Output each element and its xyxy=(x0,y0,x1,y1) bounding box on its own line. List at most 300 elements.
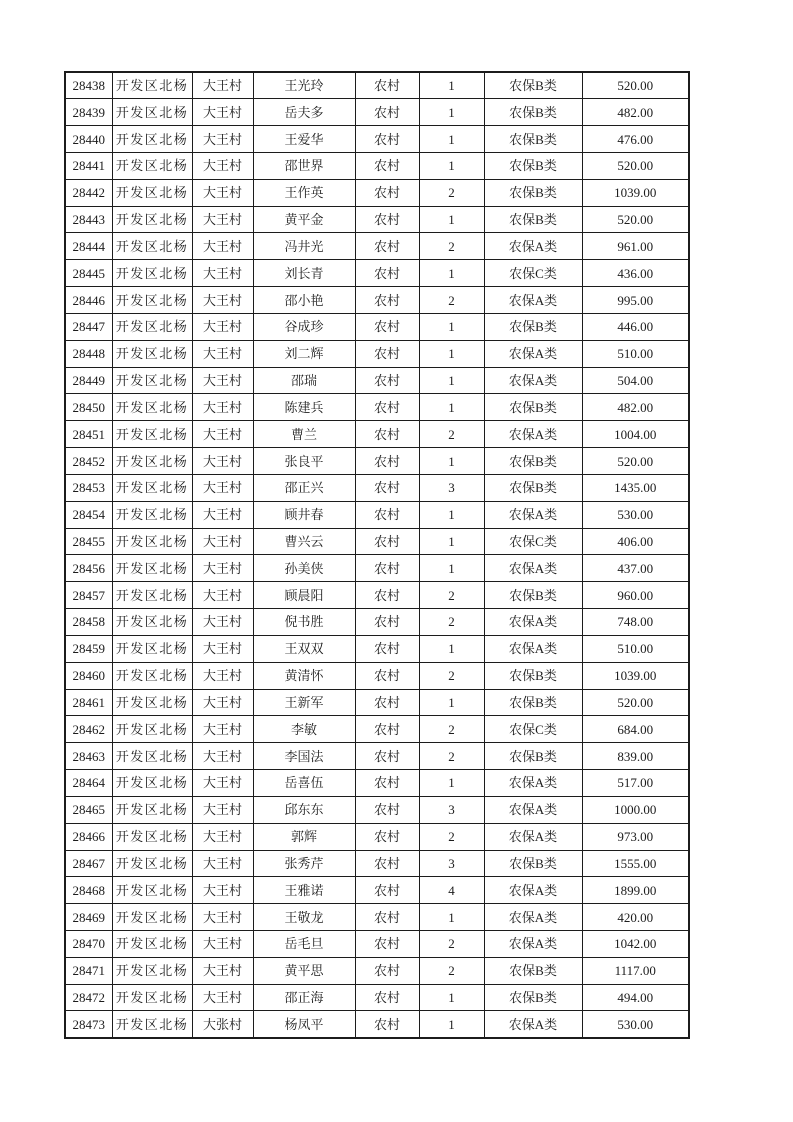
cell-amount: 520.00 xyxy=(582,206,689,233)
cell-record-id: 28441 xyxy=(65,152,112,179)
table-row xyxy=(65,582,689,609)
cell-village: 大王村 xyxy=(192,99,253,126)
cell-insurance-type: 农保A类 xyxy=(484,823,582,850)
cell-residence-type: 农村 xyxy=(355,689,419,716)
cell-person-name: 王敬龙 xyxy=(253,904,355,931)
cell-record-id: 28471 xyxy=(65,957,112,984)
cell-district: 开发区北杨 xyxy=(112,99,192,126)
cell-record-id: 28444 xyxy=(65,233,112,260)
table-row xyxy=(65,904,689,931)
cell-insurance-type: 农保A类 xyxy=(484,770,582,797)
table-row xyxy=(65,823,689,850)
cell-residence-type: 农村 xyxy=(355,957,419,984)
cell-amount: 1899.00 xyxy=(582,877,689,904)
cell-residence-type: 农村 xyxy=(355,260,419,287)
cell-insurance-type: 农保B类 xyxy=(484,448,582,475)
cell-person-count: 1 xyxy=(419,313,484,340)
cell-amount: 520.00 xyxy=(582,152,689,179)
cell-person-count: 1 xyxy=(419,904,484,931)
cell-residence-type: 农村 xyxy=(355,179,419,206)
cell-district: 开发区北杨 xyxy=(112,474,192,501)
table-row xyxy=(65,635,689,662)
cell-insurance-type: 农保B类 xyxy=(484,850,582,877)
cell-village: 大王村 xyxy=(192,743,253,770)
table-body xyxy=(65,72,689,1038)
table-row xyxy=(65,609,689,636)
cell-person-count: 3 xyxy=(419,796,484,823)
table-row xyxy=(65,555,689,582)
cell-person-name: 郭辉 xyxy=(253,823,355,850)
cell-village: 大王村 xyxy=(192,662,253,689)
cell-village: 大王村 xyxy=(192,72,253,99)
cell-record-id: 28446 xyxy=(65,287,112,314)
cell-record-id: 28449 xyxy=(65,367,112,394)
cell-residence-type: 农村 xyxy=(355,796,419,823)
cell-insurance-type: 农保C类 xyxy=(484,716,582,743)
cell-village: 大王村 xyxy=(192,716,253,743)
cell-record-id: 28472 xyxy=(65,984,112,1011)
cell-person-name: 谷成珍 xyxy=(253,313,355,340)
cell-village: 大王村 xyxy=(192,152,253,179)
cell-person-name: 顾晨阳 xyxy=(253,582,355,609)
cell-amount: 748.00 xyxy=(582,609,689,636)
cell-insurance-type: 农保B类 xyxy=(484,313,582,340)
cell-person-count: 1 xyxy=(419,448,484,475)
cell-district: 开发区北杨 xyxy=(112,770,192,797)
cell-person-name: 王爱华 xyxy=(253,126,355,153)
cell-person-count: 2 xyxy=(419,609,484,636)
cell-village: 大王村 xyxy=(192,904,253,931)
cell-insurance-type: 农保B类 xyxy=(484,206,582,233)
cell-village: 大王村 xyxy=(192,609,253,636)
cell-person-count: 1 xyxy=(419,770,484,797)
cell-person-count: 2 xyxy=(419,582,484,609)
cell-amount: 482.00 xyxy=(582,394,689,421)
cell-person-count: 1 xyxy=(419,152,484,179)
cell-person-count: 3 xyxy=(419,850,484,877)
cell-record-id: 28442 xyxy=(65,179,112,206)
table-row xyxy=(65,152,689,179)
cell-residence-type: 农村 xyxy=(355,152,419,179)
cell-record-id: 28461 xyxy=(65,689,112,716)
cell-person-count: 2 xyxy=(419,233,484,260)
cell-village: 大王村 xyxy=(192,313,253,340)
cell-amount: 436.00 xyxy=(582,260,689,287)
cell-insurance-type: 农保B类 xyxy=(484,689,582,716)
cell-insurance-type: 农保A类 xyxy=(484,233,582,260)
cell-residence-type: 农村 xyxy=(355,743,419,770)
cell-insurance-type: 农保C类 xyxy=(484,260,582,287)
cell-person-count: 1 xyxy=(419,555,484,582)
cell-person-count: 1 xyxy=(419,367,484,394)
cell-insurance-type: 农保A类 xyxy=(484,421,582,448)
cell-person-count: 3 xyxy=(419,474,484,501)
cell-record-id: 28473 xyxy=(65,1011,112,1038)
cell-record-id: 28460 xyxy=(65,662,112,689)
cell-insurance-type: 农保B类 xyxy=(484,179,582,206)
cell-record-id: 28456 xyxy=(65,555,112,582)
table-row xyxy=(65,931,689,958)
cell-person-name: 岳毛旦 xyxy=(253,931,355,958)
cell-amount: 960.00 xyxy=(582,582,689,609)
cell-village: 大王村 xyxy=(192,957,253,984)
cell-amount: 530.00 xyxy=(582,501,689,528)
cell-district: 开发区北杨 xyxy=(112,528,192,555)
cell-amount: 839.00 xyxy=(582,743,689,770)
cell-record-id: 28462 xyxy=(65,716,112,743)
cell-district: 开发区北杨 xyxy=(112,904,192,931)
cell-district: 开发区北杨 xyxy=(112,555,192,582)
cell-residence-type: 农村 xyxy=(355,72,419,99)
cell-person-count: 1 xyxy=(419,528,484,555)
cell-residence-type: 农村 xyxy=(355,233,419,260)
cell-insurance-type: 农保A类 xyxy=(484,367,582,394)
cell-insurance-type: 农保B类 xyxy=(484,582,582,609)
cell-village: 大王村 xyxy=(192,206,253,233)
cell-residence-type: 农村 xyxy=(355,501,419,528)
cell-record-id: 28464 xyxy=(65,770,112,797)
cell-village: 大王村 xyxy=(192,823,253,850)
cell-insurance-type: 农保A类 xyxy=(484,931,582,958)
cell-insurance-type: 农保A类 xyxy=(484,877,582,904)
cell-person-name: 王光玲 xyxy=(253,72,355,99)
table-row xyxy=(65,233,689,260)
cell-person-count: 4 xyxy=(419,877,484,904)
cell-village: 大王村 xyxy=(192,850,253,877)
table-row xyxy=(65,394,689,421)
cell-record-id: 28453 xyxy=(65,474,112,501)
cell-village: 大王村 xyxy=(192,582,253,609)
cell-village: 大王村 xyxy=(192,233,253,260)
cell-village: 大王村 xyxy=(192,260,253,287)
table-row xyxy=(65,340,689,367)
table-row xyxy=(65,957,689,984)
table-row xyxy=(65,448,689,475)
cell-village: 大王村 xyxy=(192,287,253,314)
table-row xyxy=(65,313,689,340)
cell-village: 大王村 xyxy=(192,501,253,528)
cell-amount: 510.00 xyxy=(582,635,689,662)
table-row xyxy=(65,796,689,823)
cell-person-name: 刘长青 xyxy=(253,260,355,287)
cell-residence-type: 农村 xyxy=(355,394,419,421)
cell-amount: 504.00 xyxy=(582,367,689,394)
cell-residence-type: 农村 xyxy=(355,99,419,126)
cell-person-count: 1 xyxy=(419,394,484,421)
cell-record-id: 28454 xyxy=(65,501,112,528)
cell-amount: 1435.00 xyxy=(582,474,689,501)
cell-record-id: 28470 xyxy=(65,931,112,958)
cell-amount: 494.00 xyxy=(582,984,689,1011)
table-row xyxy=(65,850,689,877)
cell-record-id: 28465 xyxy=(65,796,112,823)
cell-district: 开发区北杨 xyxy=(112,367,192,394)
cell-person-name: 孙美侠 xyxy=(253,555,355,582)
cell-amount: 1555.00 xyxy=(582,850,689,877)
table-row xyxy=(65,743,689,770)
table-row xyxy=(65,206,689,233)
cell-insurance-type: 农保B类 xyxy=(484,152,582,179)
cell-person-name: 邵正兴 xyxy=(253,474,355,501)
cell-amount: 1039.00 xyxy=(582,662,689,689)
cell-residence-type: 农村 xyxy=(355,904,419,931)
cell-record-id: 28455 xyxy=(65,528,112,555)
cell-person-name: 顾井春 xyxy=(253,501,355,528)
cell-person-name: 黄平思 xyxy=(253,957,355,984)
cell-village: 大王村 xyxy=(192,635,253,662)
cell-person-count: 2 xyxy=(419,743,484,770)
table-row xyxy=(65,716,689,743)
cell-district: 开发区北杨 xyxy=(112,206,192,233)
cell-person-name: 李敏 xyxy=(253,716,355,743)
cell-person-count: 2 xyxy=(419,931,484,958)
cell-amount: 1000.00 xyxy=(582,796,689,823)
cell-amount: 520.00 xyxy=(582,72,689,99)
cell-district: 开发区北杨 xyxy=(112,448,192,475)
cell-district: 开发区北杨 xyxy=(112,340,192,367)
cell-residence-type: 农村 xyxy=(355,609,419,636)
cell-insurance-type: 农保A类 xyxy=(484,555,582,582)
cell-person-count: 1 xyxy=(419,72,484,99)
cell-district: 开发区北杨 xyxy=(112,233,192,260)
cell-insurance-type: 农保B类 xyxy=(484,394,582,421)
cell-district: 开发区北杨 xyxy=(112,743,192,770)
cell-district: 开发区北杨 xyxy=(112,126,192,153)
table-row xyxy=(65,72,689,99)
cell-amount: 420.00 xyxy=(582,904,689,931)
cell-residence-type: 农村 xyxy=(355,555,419,582)
table-row xyxy=(65,984,689,1011)
cell-village: 大王村 xyxy=(192,448,253,475)
cell-person-count: 1 xyxy=(419,984,484,1011)
cell-amount: 520.00 xyxy=(582,689,689,716)
cell-record-id: 28458 xyxy=(65,609,112,636)
cell-village: 大王村 xyxy=(192,394,253,421)
cell-record-id: 28463 xyxy=(65,743,112,770)
cell-record-id: 28459 xyxy=(65,635,112,662)
cell-insurance-type: 农保A类 xyxy=(484,609,582,636)
cell-insurance-type: 农保B类 xyxy=(484,662,582,689)
cell-person-name: 曹兰 xyxy=(253,421,355,448)
cell-district: 开发区北杨 xyxy=(112,421,192,448)
cell-insurance-type: 农保A类 xyxy=(484,287,582,314)
cell-record-id: 28469 xyxy=(65,904,112,931)
cell-residence-type: 农村 xyxy=(355,984,419,1011)
cell-amount: 1039.00 xyxy=(582,179,689,206)
cell-residence-type: 农村 xyxy=(355,126,419,153)
cell-residence-type: 农村 xyxy=(355,662,419,689)
cell-amount: 1042.00 xyxy=(582,931,689,958)
cell-person-name: 邵世界 xyxy=(253,152,355,179)
table-row xyxy=(65,99,689,126)
cell-insurance-type: 农保A类 xyxy=(484,635,582,662)
cell-residence-type: 农村 xyxy=(355,1011,419,1038)
table-row xyxy=(65,126,689,153)
cell-person-count: 2 xyxy=(419,716,484,743)
cell-district: 开发区北杨 xyxy=(112,501,192,528)
cell-residence-type: 农村 xyxy=(355,206,419,233)
cell-amount: 517.00 xyxy=(582,770,689,797)
cell-person-name: 王雅诺 xyxy=(253,877,355,904)
cell-district: 开发区北杨 xyxy=(112,716,192,743)
table-row xyxy=(65,474,689,501)
cell-amount: 520.00 xyxy=(582,448,689,475)
cell-residence-type: 农村 xyxy=(355,635,419,662)
cell-village: 大王村 xyxy=(192,770,253,797)
cell-residence-type: 农村 xyxy=(355,931,419,958)
cell-district: 开发区北杨 xyxy=(112,72,192,99)
cell-person-name: 邵正海 xyxy=(253,984,355,1011)
cell-person-count: 1 xyxy=(419,635,484,662)
cell-insurance-type: 农保A类 xyxy=(484,1011,582,1038)
cell-district: 开发区北杨 xyxy=(112,287,192,314)
cell-person-name: 王双双 xyxy=(253,635,355,662)
table-row xyxy=(65,877,689,904)
cell-residence-type: 农村 xyxy=(355,716,419,743)
cell-district: 开发区北杨 xyxy=(112,1011,192,1038)
cell-amount: 1117.00 xyxy=(582,957,689,984)
cell-person-name: 张良平 xyxy=(253,448,355,475)
table-row xyxy=(65,1011,689,1038)
cell-district: 开发区北杨 xyxy=(112,662,192,689)
cell-residence-type: 农村 xyxy=(355,313,419,340)
cell-insurance-type: 农保B类 xyxy=(484,72,582,99)
cell-village: 大王村 xyxy=(192,340,253,367)
cell-record-id: 28467 xyxy=(65,850,112,877)
cell-record-id: 28466 xyxy=(65,823,112,850)
cell-residence-type: 农村 xyxy=(355,582,419,609)
cell-village: 大王村 xyxy=(192,126,253,153)
cell-person-count: 2 xyxy=(419,957,484,984)
cell-amount: 437.00 xyxy=(582,555,689,582)
cell-residence-type: 农村 xyxy=(355,367,419,394)
cell-insurance-type: 农保B类 xyxy=(484,984,582,1011)
table-row xyxy=(65,770,689,797)
cell-record-id: 28445 xyxy=(65,260,112,287)
cell-insurance-type: 农保A类 xyxy=(484,796,582,823)
cell-amount: 510.00 xyxy=(582,340,689,367)
cell-amount: 530.00 xyxy=(582,1011,689,1038)
table-row xyxy=(65,367,689,394)
cell-insurance-type: 农保B类 xyxy=(484,99,582,126)
cell-insurance-type: 农保A类 xyxy=(484,904,582,931)
cell-district: 开发区北杨 xyxy=(112,689,192,716)
cell-person-count: 1 xyxy=(419,689,484,716)
cell-village: 大王村 xyxy=(192,367,253,394)
cell-person-name: 杨凤平 xyxy=(253,1011,355,1038)
cell-residence-type: 农村 xyxy=(355,474,419,501)
table-row xyxy=(65,662,689,689)
cell-person-name: 王作英 xyxy=(253,179,355,206)
cell-district: 开发区北杨 xyxy=(112,823,192,850)
cell-district: 开发区北杨 xyxy=(112,957,192,984)
cell-village: 大王村 xyxy=(192,984,253,1011)
cell-person-count: 2 xyxy=(419,287,484,314)
cell-village: 大张村 xyxy=(192,1011,253,1038)
cell-person-name: 邵小艳 xyxy=(253,287,355,314)
cell-residence-type: 农村 xyxy=(355,528,419,555)
cell-person-name: 王新军 xyxy=(253,689,355,716)
cell-person-name: 冯井光 xyxy=(253,233,355,260)
cell-person-name: 曹兴云 xyxy=(253,528,355,555)
cell-record-id: 28447 xyxy=(65,313,112,340)
cell-person-count: 1 xyxy=(419,340,484,367)
cell-residence-type: 农村 xyxy=(355,421,419,448)
cell-record-id: 28448 xyxy=(65,340,112,367)
cell-amount: 995.00 xyxy=(582,287,689,314)
cell-person-count: 1 xyxy=(419,99,484,126)
cell-insurance-type: 农保B类 xyxy=(484,126,582,153)
cell-insurance-type: 农保C类 xyxy=(484,528,582,555)
cell-record-id: 28438 xyxy=(65,72,112,99)
cell-amount: 1004.00 xyxy=(582,421,689,448)
cell-record-id: 28450 xyxy=(65,394,112,421)
cell-district: 开发区北杨 xyxy=(112,394,192,421)
cell-record-id: 28440 xyxy=(65,126,112,153)
table-row xyxy=(65,528,689,555)
table-row xyxy=(65,501,689,528)
cell-person-name: 张秀芹 xyxy=(253,850,355,877)
cell-person-count: 2 xyxy=(419,179,484,206)
cell-person-count: 1 xyxy=(419,1011,484,1038)
cell-village: 大王村 xyxy=(192,179,253,206)
cell-village: 大王村 xyxy=(192,421,253,448)
cell-amount: 961.00 xyxy=(582,233,689,260)
cell-person-count: 1 xyxy=(419,260,484,287)
cell-district: 开发区北杨 xyxy=(112,179,192,206)
table-row xyxy=(65,260,689,287)
cell-district: 开发区北杨 xyxy=(112,796,192,823)
cell-amount: 446.00 xyxy=(582,313,689,340)
table-row xyxy=(65,287,689,314)
cell-person-name: 刘二辉 xyxy=(253,340,355,367)
cell-residence-type: 农村 xyxy=(355,340,419,367)
cell-residence-type: 农村 xyxy=(355,850,419,877)
cell-person-count: 2 xyxy=(419,421,484,448)
cell-amount: 482.00 xyxy=(582,99,689,126)
cell-village: 大王村 xyxy=(192,528,253,555)
table-row xyxy=(65,689,689,716)
cell-person-name: 邵瑞 xyxy=(253,367,355,394)
cell-insurance-type: 农保A类 xyxy=(484,501,582,528)
cell-person-name: 陈建兵 xyxy=(253,394,355,421)
cell-person-name: 岳夫多 xyxy=(253,99,355,126)
cell-village: 大王村 xyxy=(192,796,253,823)
cell-district: 开发区北杨 xyxy=(112,877,192,904)
cell-residence-type: 农村 xyxy=(355,823,419,850)
cell-amount: 406.00 xyxy=(582,528,689,555)
cell-person-count: 1 xyxy=(419,501,484,528)
cell-district: 开发区北杨 xyxy=(112,984,192,1011)
cell-record-id: 28468 xyxy=(65,877,112,904)
cell-person-name: 黄平金 xyxy=(253,206,355,233)
cell-district: 开发区北杨 xyxy=(112,582,192,609)
cell-residence-type: 农村 xyxy=(355,448,419,475)
cell-record-id: 28452 xyxy=(65,448,112,475)
cell-insurance-type: 农保B类 xyxy=(484,957,582,984)
cell-village: 大王村 xyxy=(192,877,253,904)
cell-person-name: 倪书胜 xyxy=(253,609,355,636)
cell-person-count: 2 xyxy=(419,823,484,850)
cell-district: 开发区北杨 xyxy=(112,152,192,179)
cell-insurance-type: 农保B类 xyxy=(484,474,582,501)
cell-record-id: 28443 xyxy=(65,206,112,233)
cell-person-name: 岳喜伍 xyxy=(253,770,355,797)
cell-village: 大王村 xyxy=(192,931,253,958)
cell-district: 开发区北杨 xyxy=(112,260,192,287)
cell-village: 大王村 xyxy=(192,689,253,716)
cell-person-name: 黄清怀 xyxy=(253,662,355,689)
